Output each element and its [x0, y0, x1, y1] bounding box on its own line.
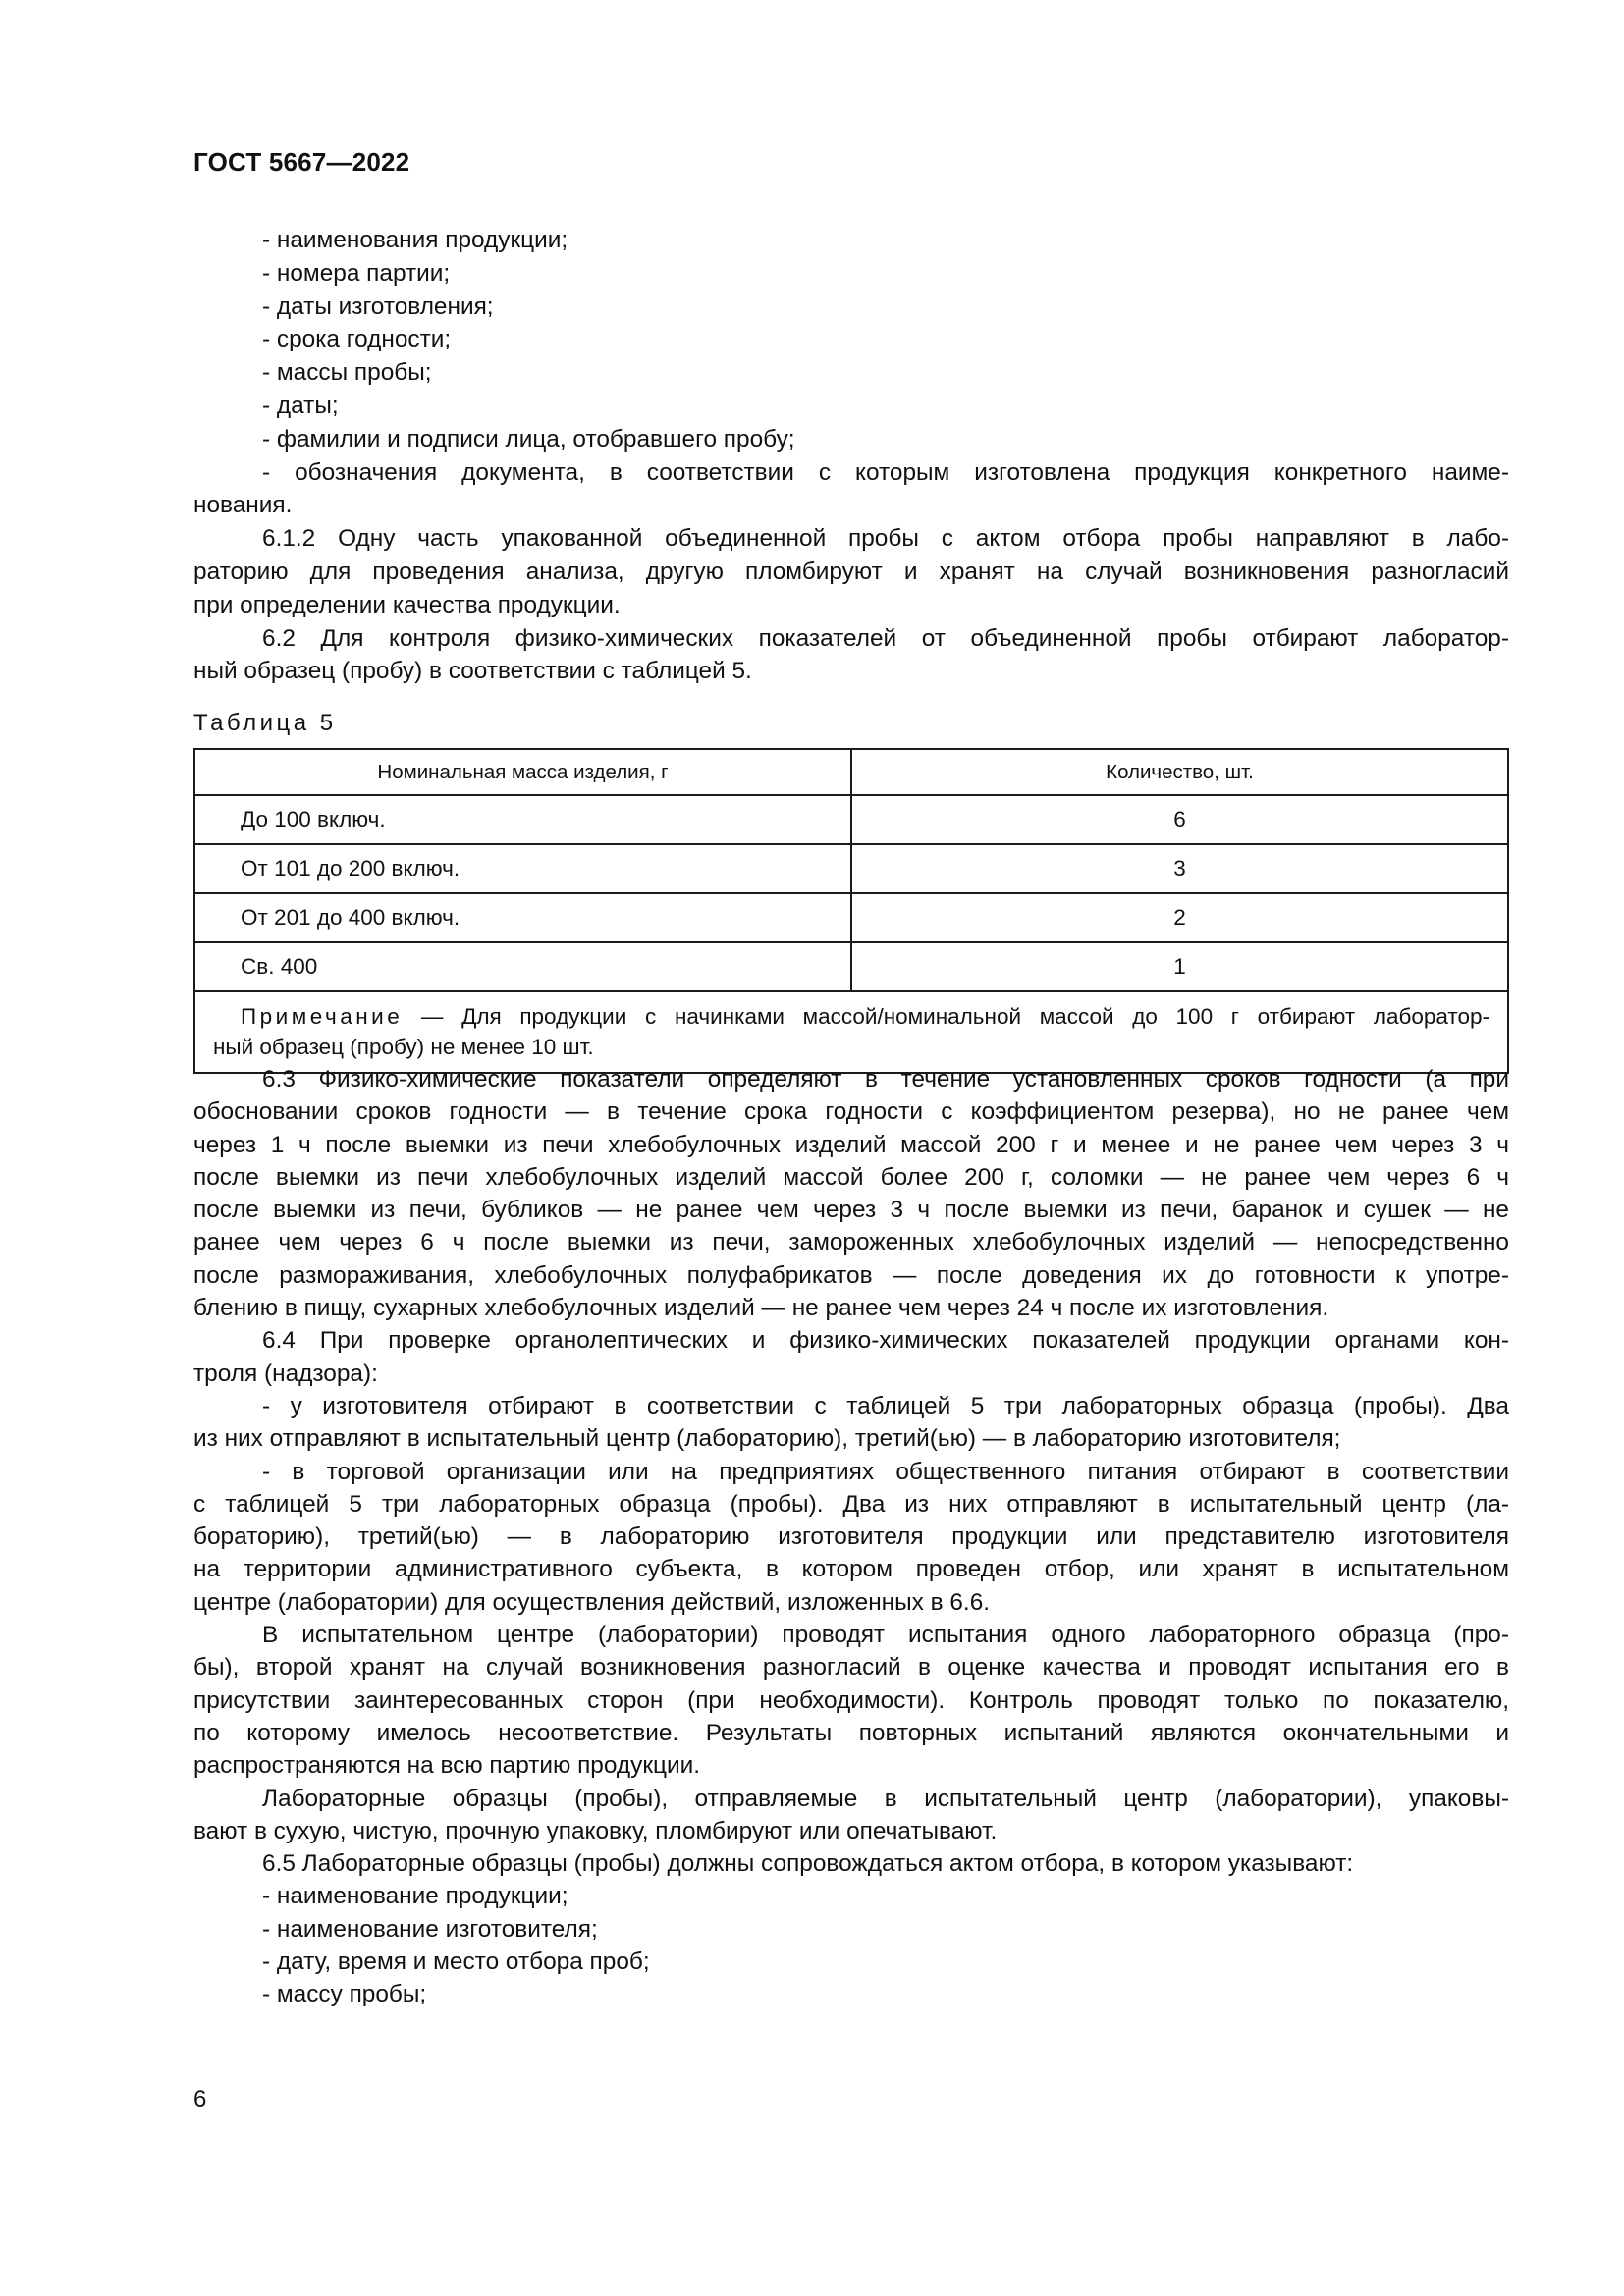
table-cell: 3 [851, 844, 1508, 893]
note-label: Примечание [241, 1004, 404, 1029]
paragraph-line: - в торговой организации или на предприятиях общественного питания отбирают в соответствии [262, 1458, 1509, 1485]
table-cell: До 100 включ. [194, 795, 851, 844]
table-header-row [194, 749, 1508, 795]
paragraph-line: обосновании сроков годности — в течение срока годности с коэффициентом резерва), но не ранее чем [193, 1098, 1509, 1126]
list-item: - наименование продукции; [262, 1883, 568, 1910]
list-item: - массу пробы; [262, 1981, 427, 2008]
table-cell: 1 [851, 942, 1508, 991]
table-note-line [213, 1001, 1489, 1032]
table-note-line: ный образец (пробу) не менее 10 шт. [213, 1035, 594, 1059]
list-item: - даты изготовления; [262, 293, 494, 320]
column-header: Номинальная масса изделия, г [194, 749, 851, 795]
text-block-top [193, 224, 1509, 688]
paragraph-line: бораторию), третий(ью) — в лабораторию изготовителя продукции или представителю изготовителя [193, 1523, 1509, 1551]
table-note [194, 991, 1508, 1073]
document-header: ГОСТ 5667—2022 [193, 147, 410, 177]
paragraph-line: по которому имелось несоответствие. Результаты повторных испытаний являются окончательными и [193, 1719, 1509, 1746]
paragraph-line: 6.4 При проверке органолептических и физико-химических показателей продукции органами кон- [262, 1327, 1509, 1355]
text-block-bottom [193, 1063, 1509, 2011]
paragraph-line: центре (лаборатории) для осуществления действий, изложенных в 6.6. [193, 1588, 991, 1616]
paragraph-line: с таблицей 5 три лабораторных образца (пробы). Два из них отправляют в испытательный центр (ла- [193, 1490, 1509, 1518]
paragraph-line: ранее чем через 6 ч после выемки из печи, замороженных хлебобулочных изделий — непосредственно [193, 1229, 1509, 1256]
paragraph-line: через 1 ч после выемки из печи хлебобулочных изделий массой 200 г и менее и не ранее чем через 3 ч [193, 1131, 1509, 1158]
paragraph-line: - обозначения документа, в соответствии с которым изготовлена продукция конкретного наиме- [262, 458, 1509, 486]
table-row [194, 795, 1508, 844]
table-row [194, 893, 1508, 942]
list-item: - массы пробы; [262, 359, 432, 387]
paragraph-line: после размораживания, хлебобулочных полуфабрикатов — после доведения их до готовности к употре- [193, 1261, 1509, 1289]
paragraph-line: из них отправляют в испытательный центр (лабораторию), третий(ью) — в лабораторию изготовителя; [193, 1425, 1341, 1453]
table-5 [193, 748, 1509, 1074]
table-cell: От 201 до 400 включ. [194, 893, 851, 942]
paragraph-line: Лабораторные образцы (пробы), отправляемые в испытательный центр (лаборатории), упаковы- [262, 1785, 1509, 1812]
paragraph-line: 6.2 Для контроля физико-химических показателей от объединенной пробы отбирают лаборатор- [262, 624, 1509, 652]
list-item: - наименования продукции; [262, 227, 568, 253]
table-row [194, 942, 1508, 991]
paragraph-line: 6.5 Лабораторные образцы (пробы) должны сопровождаться актом отбора, в котором указывают: [262, 1850, 1354, 1878]
paragraph-line: присутствии заинтересованных сторон (при необходимости). Контроль проводят только по показателю, [193, 1686, 1509, 1714]
table-cell: 6 [851, 795, 1508, 844]
paragraph-line: бы), второй хранят на случай возникновения разногласий в оценке качества и проводят испытания его в [193, 1654, 1509, 1682]
paragraph-line: 6.1.2 Одну часть упакованной объединенной пробы с актом отбора пробы направляют в лабо- [262, 525, 1509, 553]
list-item: - дату, время и место отбора проб; [262, 1949, 650, 1976]
paragraph-line: на территории административного субъекта, в котором проведен отбор, или хранят в испытательном [193, 1556, 1509, 1583]
table-cell: 2 [851, 893, 1508, 942]
table-row [194, 844, 1508, 893]
list-item: - фамилии и подписи лица, отобравшего пробу; [262, 425, 795, 453]
paragraph-line: ный образец (пробу) в соответствии с таблицей 5. [193, 658, 752, 685]
list-item: - даты; [262, 392, 339, 419]
table-note-row [194, 991, 1508, 1073]
paragraph-line: 6.3 Физико-химические показатели определяют в течение установленных сроков годности (а при [262, 1066, 1509, 1093]
table-caption: Таблица 5 [193, 710, 337, 736]
paragraph-line: В испытательном центре (лаборатории) проводят испытания одного лабораторного образца (про- [262, 1622, 1509, 1649]
list-item: - срока годности; [262, 326, 452, 353]
paragraph-line: - у изготовителя отбирают в соответствии с таблицей 5 три лабораторных образца (пробы). Два [262, 1392, 1509, 1419]
paragraph-line: после выемки из печи, бубликов — не ранее чем через 3 ч после выемки из печи, баранок и сушек — не [193, 1197, 1509, 1224]
paragraph-line: троля (надзора): [193, 1360, 378, 1387]
table-cell: Св. 400 [194, 942, 851, 991]
paragraph-line: при определении качества продукции. [193, 591, 621, 618]
table-cell: От 101 до 200 включ. [194, 844, 851, 893]
list-item: - наименование изготовителя; [262, 1915, 598, 1943]
page-number: 6 [193, 2086, 207, 2112]
list-item: - номера партии; [262, 259, 451, 287]
paragraph-line: нования. [193, 492, 293, 519]
paragraph-line: после выемки из печи хлебобулочных изделий массой более 200 г, соломки — не ранее чем через 6 ч [193, 1163, 1509, 1191]
paragraph-line: блению в пищу, сухарных хлебобулочных изделий — не ранее чем через 24 ч после их изготовления. [193, 1295, 1329, 1322]
paragraph-line: вают в сухую, чистую, прочную упаковку, пломбируют или опечатывают. [193, 1817, 998, 1844]
paragraph-line: раторию для проведения анализа, другую пломбируют и хранят на случай возникновения разногласий [193, 558, 1509, 585]
note-text: — Для продукции с начинками массой/номинальной массой до 100 г отбирают лаборатор- [403, 1004, 1489, 1029]
paragraph-line: распространяются на всю партию продукции. [193, 1752, 700, 1780]
column-header: Количество, шт. [851, 749, 1508, 795]
